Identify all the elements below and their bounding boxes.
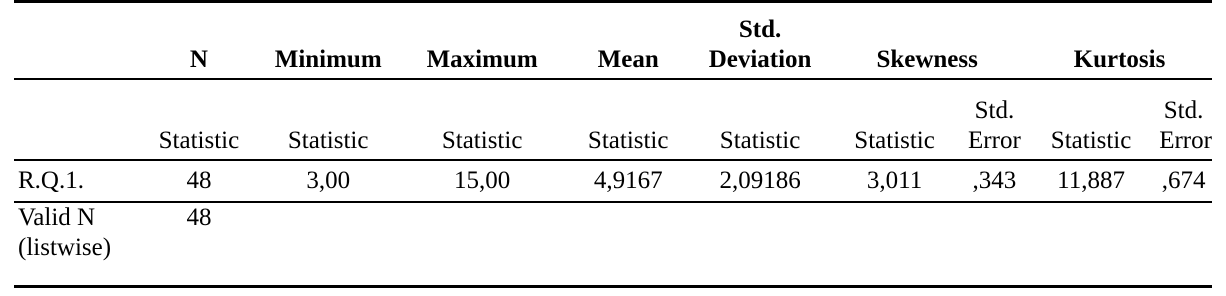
- header-row-2: [14, 79, 1212, 160]
- cell-kurtosis-statistic: 11,887: [1027, 160, 1155, 202]
- row-label: R.Q.1.: [14, 160, 142, 202]
- subheader-mean-statistic: Statistic: [564, 79, 693, 160]
- header-empty: [14, 2, 142, 80]
- cell-empty: [564, 202, 693, 287]
- header-minimum: Minimum: [256, 2, 401, 80]
- subheader-maximum-statistic: Statistic: [401, 79, 564, 160]
- header-n: N: [142, 2, 255, 80]
- cell-n: 48: [142, 160, 255, 202]
- subheader-skewness-statistic: Statistic: [827, 79, 962, 160]
- header-kurtosis: Kurtosis: [1027, 2, 1212, 80]
- header-std-deviation: Std. Deviation: [693, 2, 828, 80]
- cell-n: 48: [142, 202, 255, 287]
- cell-empty: [256, 202, 401, 287]
- cell-skewness-statistic: 3,011: [827, 160, 962, 202]
- subheader-sd-statistic: Statistic: [693, 79, 828, 160]
- cell-empty: [693, 202, 828, 287]
- cell-empty: [1155, 202, 1212, 287]
- table-row: [14, 160, 1212, 202]
- cell-kurtosis-std-error: ,674: [1155, 160, 1212, 202]
- cell-empty: [962, 202, 1027, 287]
- cell-maximum: 15,00: [401, 160, 564, 202]
- cell-std-deviation: 2,09186: [693, 160, 828, 202]
- subheader-kurtosis-statistic: Statistic: [1027, 79, 1155, 160]
- header-row-1: [14, 2, 1212, 80]
- cell-empty: [401, 202, 564, 287]
- descriptive-statistics-table: [14, 0, 1212, 288]
- subheader-skewness-std-error: Std. Error: [962, 79, 1027, 160]
- cell-skewness-std-error: ,343: [962, 160, 1027, 202]
- header-skewness: Skewness: [827, 2, 1027, 80]
- subheader-minimum-statistic: Statistic: [256, 79, 401, 160]
- cell-minimum: 3,00: [256, 160, 401, 202]
- cell-empty: [1027, 202, 1155, 287]
- subheader-kurtosis-std-error: Std. Error: [1155, 79, 1212, 160]
- table-row: [14, 202, 1212, 287]
- subheader-n-statistic: Statistic: [142, 79, 255, 160]
- row-label: Valid N (listwise): [14, 202, 142, 287]
- subheader-empty: [14, 79, 142, 160]
- header-maximum: Maximum: [401, 2, 564, 80]
- cell-mean: 4,9167: [564, 160, 693, 202]
- cell-empty: [827, 202, 962, 287]
- header-mean: Mean: [564, 2, 693, 80]
